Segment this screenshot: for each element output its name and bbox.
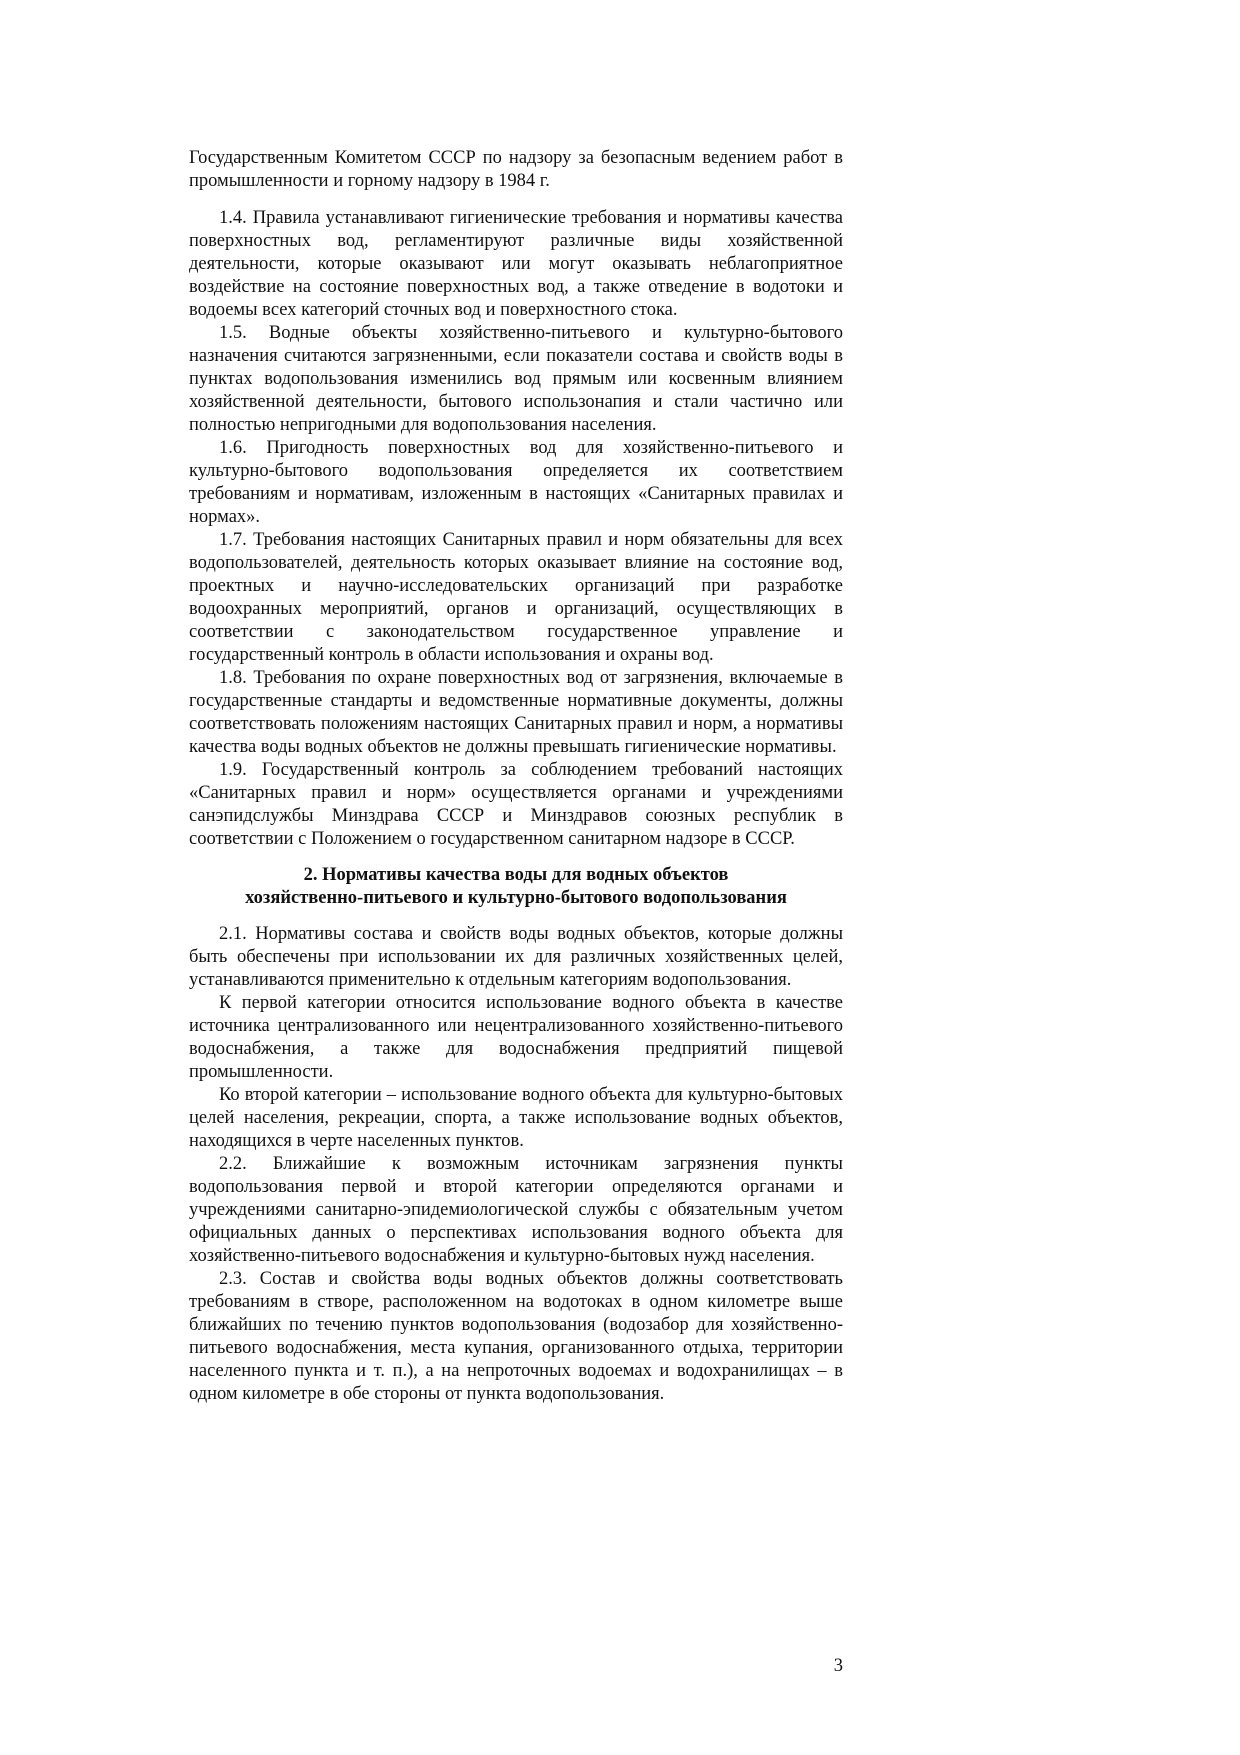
section-heading (189, 864, 843, 910)
paragraph-continuation: Государственным Комитетом СССР по надзору за безопасным ведением работ в промышленности и горному надзору в 1984 г. (189, 148, 843, 191)
paragraph-2-3: 2.3. Состав и свойства воды водных объектов должны соответствовать требованиям в створе, расположенном на водотоках в одном километре выше ближайших по течению пунктов водопользования (водозабор для хозяйственно-питьевого водоснабжения, места купания, организованного отдыха, территории населенного пункта и т. п.), а на непроточных водоемах и водохранилищах – в одном километре в обе стороны от пункта водопользования. (189, 1269, 843, 1404)
section-heading-line-1: 2. Нормативы качества воды для водных объектов (303, 865, 729, 885)
section-heading-line-2: хозяйственно-питьевого и культурно-бытового водопользования (245, 888, 787, 908)
paragraph-1-9: 1.9. Государственный контроль за соблюдением требований настоящих «Санитарных правил и норм» осуществляется органами и учреждениями санэпидслужбы Минздрава СССР и Минздравов союзных республик в соответствии с Положением о государственном санитарном надзоре в СССР. (189, 760, 843, 849)
paragraph-1-8: 1.8. Требования по охране поверхностных вод от загрязнения, включаемые в государственные стандарты и ведомственные нормативные документы, должны соответствовать положениям настоящих Санитарных правил и норм, а нормативы качества воды водных объектов не должны превышать гигиенические нормативы. (189, 668, 843, 757)
paragraph-1-6: 1.6. Пригодность поверхностных вод для хозяйственно-питьевого и культурно-бытового водопользования определяется их соответствием требованиям и нормативам, изложенным в настоящих «Санитарных правилах и нормах». (189, 438, 843, 527)
paragraph-1-7: 1.7. Требования настоящих Санитарных правил и норм обязательны для всех водопользователей, деятельность которых оказывает влияние на состояние вод, проектных и научно-исследовательских организаций при разработке водоохранных мероприятий, органов и организаций, осуществляющих в соответствии с законодательством государственное управление и государственный контроль в области использования и охраны вод. (189, 530, 843, 665)
paragraph-2-1: 2.1. Нормативы состава и свойств воды водных объектов, которые должны быть обеспечены при использовании их для различных хозяйственных целей, устанавливаются применительно к отдельным категориям водопользования. (189, 924, 843, 990)
document-page (189, 147, 843, 1406)
paragraph-1-5: 1.5. Водные объекты хозяйственно-питьевого и культурно-бытового назначения считаются загрязненными, если показатели состава и свойств воды в пунктах водопользования изменились вод прямым или косвенным влиянием хозяйственной деятельности, бытового использонапия и стали частично или полностью непригодными для водопользования населения. (189, 323, 843, 435)
paragraph-second-category: Ко второй категории – использование водного объекта для культурно-бытовых целей населения, рекреации, спорта, а также использование водных объектов, находящихся в черте населенных пунктов. (189, 1085, 843, 1151)
paragraph-1-4: 1.4. Правила устанавливают гигиенические требования и нормативы качества поверхностных вод, регламентируют различные виды хозяйственной деятельности, которые оказывают или могут оказывать неблагоприятное воздействие на состояние поверхностных вод, а также отведение в водотоки и водоемы всех категорий сточных вод и поверхностного стока. (189, 208, 843, 320)
paragraph-2-2: 2.2. Ближайшие к возможным источникам загрязнения пункты водопользования первой и второй категории определяются органами и учреждениями санитарно-эпидемиологической службы с обязательным учетом официальных данных о перспективах использования водного объекта для хозяйственно-питьевого водоснабжения и культурно-бытовых нужд населения. (189, 1154, 843, 1266)
page-number: 3 (833, 1656, 843, 1676)
paragraph-first-category: К первой категории относится использование водного объекта в качестве источника централизованного или нецентрализованного хозяйственно-питьевого водоснабжения, а также для водоснабжения предприятий пищевой промышленности. (189, 993, 843, 1082)
